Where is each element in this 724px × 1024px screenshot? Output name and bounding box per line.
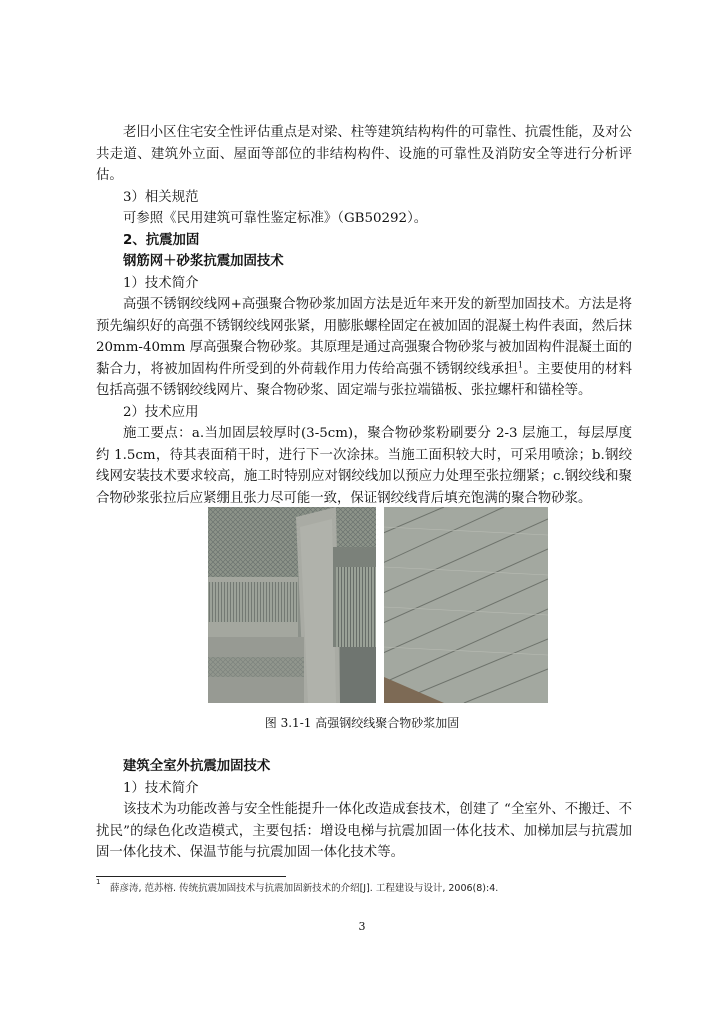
main-text bbox=[96, 122, 632, 509]
section2-body: 该技术为功能改善与安全性能提升一体化改造成套技术，创建了 “全室外、不搬迁、不扰民”的绿色化改造模式，主要包括：增设电梯与抗震加固一体化技术、加梯加层与抗震加固一体化技术、保温节能与抗震加固一体化技术等。 bbox=[96, 802, 632, 860]
section2-title: 建筑全室外抗震加固技术 bbox=[123, 759, 271, 774]
section-heading: 2、抗震加固 bbox=[123, 232, 200, 248]
footnote bbox=[96, 880, 632, 894]
footnote-ref: 1 bbox=[518, 360, 524, 370]
section2 bbox=[96, 756, 632, 864]
photo-wall-mesh bbox=[384, 507, 548, 703]
intro-paragraph: 老旧小区住宅安全性评估重点是对梁、柱等建筑结构构件的可靠性、抗震性能，及对公共走道、建筑外立面、屋面等部位的非结构构件、设施的可靠性及消防安全等进行分析评估。 bbox=[96, 125, 632, 183]
standards-paragraph: 可参照《民用建筑可靠性鉴定标准》（GB50292）。 bbox=[123, 211, 428, 226]
tech1-body2: 施工要点：a.当加固层较厚时(3-5cm)，聚合物砂浆粉刷要分 2-3 层施工，每层厚度约 1.5cm，待其表面稍干时，进行下一次涂抹。当施工面积较大时，可采用喷涂；b.钢绞线网安装技术要求较高，施工时特别应对钢绞线加以预应力处理至张拉绷紧；c.钢绞线和聚合物砂浆张拉后应紧绷且张力尽可能一致，保证钢绞线背后填充饱满的聚合物砂浆。 bbox=[96, 426, 632, 506]
subheading-standards: 3）相关规范 bbox=[123, 189, 199, 205]
figure-caption: 图 3.1-1 高强钢绞线聚合物砂浆加固 bbox=[264, 716, 460, 730]
tech1-body1b-text: 。主要使用的材料包括高强不锈钢绞线网片、聚合物砂浆、固定端与张拉端锚板、张拉螺杆和锚栓等。 bbox=[96, 361, 632, 398]
footnote-text: 薛彦涛, 范苏榕. 传统抗震加固技术与抗震加固新技术的介绍[J]. 工程建设与设计, 2006(8):4. bbox=[110, 883, 499, 894]
photo-beam-column-mesh bbox=[208, 507, 376, 703]
page-number: 3 bbox=[358, 920, 366, 933]
tech1-body1 bbox=[96, 294, 632, 402]
tech1-sub2: 2）技术应用 bbox=[123, 404, 199, 420]
footnote-mark: 1 bbox=[96, 878, 101, 886]
tech1-sub1: 1）技术简介 bbox=[123, 275, 199, 291]
section2-sub1: 1）技术简介 bbox=[123, 780, 199, 796]
figure-photos bbox=[208, 507, 548, 703]
footnote-rule bbox=[96, 876, 286, 877]
tech1-title: 钢筋网＋砂浆抗震加固技术 bbox=[123, 254, 284, 269]
tech1-body1-text: 高强不锈钢绞线网+高强聚合物砂浆加固方法是近年来开发的新型加固技术。方法是将预先编织好的高强不锈钢绞线网张紧，用膨胀螺栓固定在被加固的混凝土构件表面，然后抹 20mm-40mm 厚高强聚合物砂浆。其原理是通过高强聚合物砂浆与被加固构件混凝土面的黏合力，将被加固构件所受到的外荷载作用力传给高强不锈钢绞线承担 bbox=[96, 297, 632, 377]
